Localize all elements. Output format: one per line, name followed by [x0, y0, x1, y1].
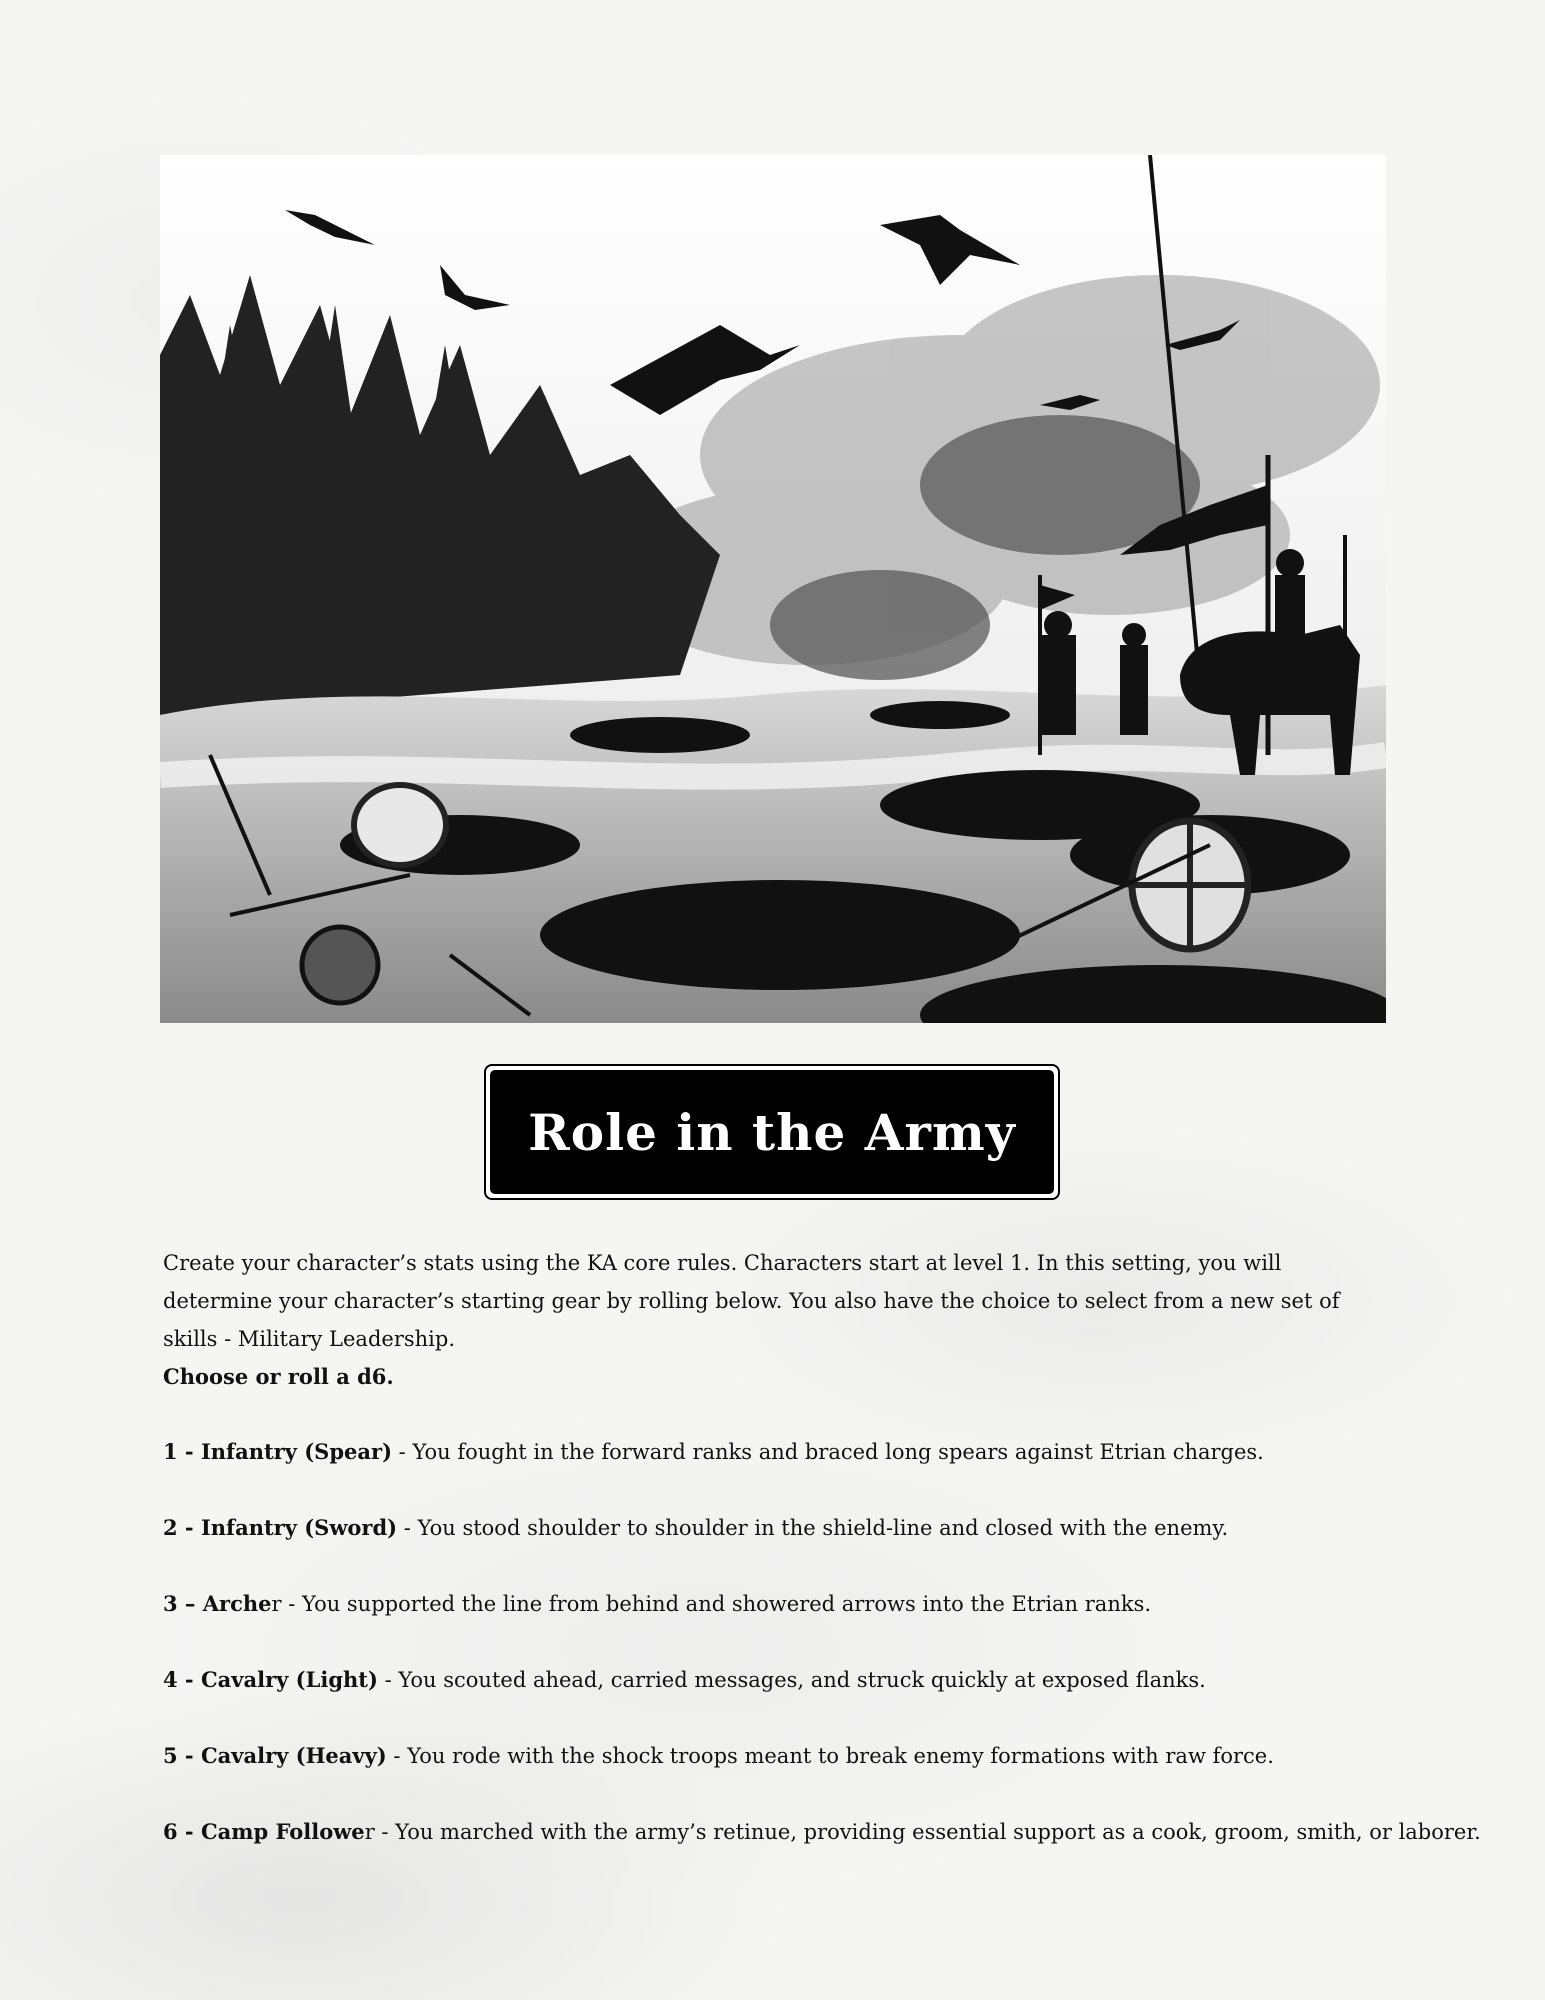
- choose-prompt: Choose or roll a d6.: [163, 1364, 394, 1389]
- role-number: 4: [163, 1667, 178, 1692]
- role-description: - You stood shoulder to shoulder in the shield-line and closed with the enemy.: [397, 1516, 1229, 1540]
- role-name: Infantry (Spear): [200, 1439, 392, 1464]
- role-item: [163, 1509, 1393, 1585]
- role-number: 5: [163, 1743, 178, 1768]
- role-separator: -: [177, 1819, 201, 1844]
- role-list: [163, 1433, 1481, 1889]
- role-number: 3: [163, 1591, 178, 1616]
- role-name-tail: r: [364, 1820, 375, 1844]
- battlefield-illustration: [160, 155, 1386, 1023]
- role-number: 2: [163, 1515, 178, 1540]
- role-item: [163, 1661, 1393, 1737]
- role-name: Cavalry (Heavy): [200, 1743, 387, 1768]
- role-description: - You scouted ahead, carried messages, and struck quickly at exposed flanks.: [377, 1668, 1206, 1692]
- role-item: [163, 1737, 1393, 1813]
- role-description: - You fought in the forward ranks and braced long spears against Etrian charges.: [392, 1440, 1264, 1464]
- section-title: Role in the Army: [528, 1102, 1016, 1162]
- role-number: 6: [163, 1819, 178, 1844]
- role-separator: -: [177, 1667, 201, 1692]
- role-description: - You supported the line from behind and showered arrows into the Etrian ranks.: [281, 1592, 1152, 1616]
- section-title-plate: [484, 1064, 1060, 1200]
- role-item: [163, 1585, 1393, 1661]
- role-separator: -: [177, 1743, 201, 1768]
- role-name: Camp Followe: [200, 1819, 365, 1844]
- role-name: Arche: [202, 1591, 272, 1616]
- role-name: Cavalry (Light): [200, 1667, 378, 1692]
- role-name-tail: r: [271, 1592, 282, 1616]
- role-description: - You marched with the army’s retinue, providing essential support as a cook, groom, smith, or laborer.: [374, 1820, 1481, 1844]
- role-item: [163, 1813, 1481, 1889]
- role-separator: -: [177, 1515, 201, 1540]
- title-banner: [490, 1070, 1054, 1194]
- role-description: - You rode with the shock troops meant to break enemy formations with raw force.: [386, 1744, 1274, 1768]
- role-item: [163, 1433, 1393, 1509]
- battlefield-ink-drawing: [160, 155, 1386, 1023]
- role-separator: –: [177, 1591, 203, 1616]
- role-separator: -: [177, 1439, 201, 1464]
- intro-paragraph: Create your character’s stats using the KA core rules. Characters start at level 1. In this setting, you will determine your character’s starting gear by rolling below. You also have the choice to select from a new set of skills - Military Leadership.: [163, 1251, 1340, 1351]
- role-number: 1: [163, 1439, 178, 1464]
- role-name: Infantry (Sword): [200, 1515, 398, 1540]
